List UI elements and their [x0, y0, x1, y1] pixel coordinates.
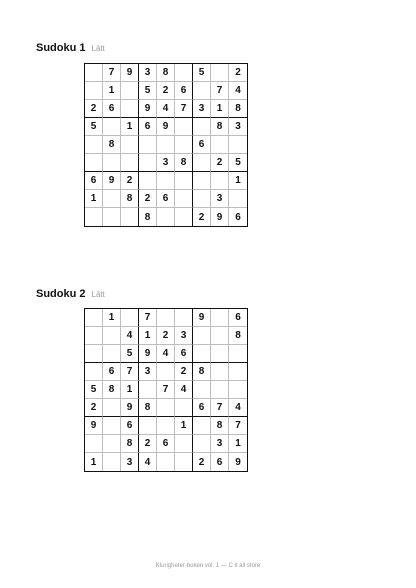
sudoku-cell	[121, 208, 139, 226]
puzzle-title-2	[36, 288, 105, 300]
sudoku-cell: 2	[175, 363, 193, 381]
sudoku-cell: 1	[85, 453, 103, 471]
sudoku-cell: 7	[121, 363, 139, 381]
sudoku-cell	[103, 154, 121, 172]
sudoku-cell: 3	[211, 435, 229, 453]
sudoku-cell	[229, 345, 247, 363]
sudoku-cell	[193, 172, 211, 190]
sudoku-cell: 1	[103, 309, 121, 327]
sudoku-cell	[85, 136, 103, 154]
sudoku-cell: 1	[121, 118, 139, 136]
sudoku-cell: 3	[175, 327, 193, 345]
sudoku-cell	[175, 190, 193, 208]
sudoku-cell	[175, 64, 193, 82]
sudoku-cell	[139, 381, 157, 399]
sudoku-cell: 6	[175, 82, 193, 100]
sudoku-cell: 8	[121, 435, 139, 453]
sudoku-cell	[85, 345, 103, 363]
sudoku-cell: 6	[103, 100, 121, 118]
sudoku-cell	[103, 345, 121, 363]
sudoku-cell	[157, 453, 175, 471]
sudoku-cell: 1	[211, 100, 229, 118]
sudoku-cell: 8	[103, 136, 121, 154]
sudoku-cell	[211, 345, 229, 363]
puzzle-title-1	[36, 42, 105, 54]
sudoku-cell	[211, 309, 229, 327]
sudoku-cell	[175, 309, 193, 327]
sudoku-cell	[193, 190, 211, 208]
sudoku-cell	[175, 399, 193, 417]
sudoku-cell: 7	[211, 399, 229, 417]
sudoku-cell	[85, 435, 103, 453]
sudoku-cell: 9	[211, 208, 229, 226]
sudoku-cell: 1	[139, 327, 157, 345]
sudoku-cell: 9	[235, 456, 241, 468]
sudoku-cell	[103, 399, 121, 417]
sudoku-cell: 2	[85, 100, 103, 118]
sudoku-cell	[175, 435, 193, 453]
sudoku-cell	[139, 172, 157, 190]
sudoku-cell: 7	[103, 64, 121, 82]
sudoku-cell	[157, 399, 175, 417]
sudoku-cell	[85, 309, 103, 327]
sudoku-cell: 9	[121, 399, 139, 417]
sudoku-cell	[193, 381, 211, 399]
sudoku-cell	[103, 453, 121, 471]
sudoku-cell: 6	[193, 399, 211, 417]
sudoku-cell: 2	[157, 327, 175, 345]
sudoku-cell: 6	[211, 453, 229, 471]
sudoku-cell	[85, 82, 103, 100]
sudoku-cell: 6	[103, 363, 121, 381]
sudoku-cell	[211, 136, 229, 154]
sudoku-cell	[139, 417, 157, 435]
sudoku-cell: 6	[193, 136, 211, 154]
sudoku-cell: 7	[139, 309, 157, 327]
sudoku-cell	[103, 327, 121, 345]
sudoku-cell	[229, 190, 247, 208]
sudoku-cell: 6	[157, 190, 175, 208]
sudoku-cell	[103, 118, 121, 136]
sudoku-cell: 6	[121, 417, 139, 435]
sudoku-cell: 2	[139, 435, 157, 453]
sudoku-cell: 1	[229, 172, 247, 190]
sudoku-cell: 2	[193, 208, 211, 226]
sudoku-grid-2	[84, 308, 248, 472]
sudoku-cell: 1	[229, 435, 247, 453]
sudoku-cell: 3	[193, 100, 211, 118]
sudoku-cell: 8	[175, 154, 193, 172]
sudoku-cell	[103, 208, 121, 226]
sudoku-cell	[193, 327, 211, 345]
sudoku-cell	[139, 136, 157, 154]
sudoku-cell	[175, 208, 193, 226]
sudoku-cell: 8	[229, 327, 247, 345]
sudoku-cell: 5	[229, 154, 247, 172]
sudoku-cell: 9	[193, 309, 211, 327]
sudoku-cell: 5	[193, 64, 211, 82]
sudoku-cell: 7	[211, 82, 229, 100]
sudoku-cell: 8	[193, 363, 211, 381]
sudoku-cell: 1	[103, 82, 121, 100]
sudoku-cell: 6	[229, 309, 247, 327]
sudoku-cell	[229, 136, 247, 154]
page-footer: Klurigheter-boken vol. 1 — C it all store	[155, 563, 261, 569]
sudoku-cell: 3	[157, 154, 175, 172]
sudoku-cell: 6	[157, 435, 175, 453]
sudoku-cell	[121, 82, 139, 100]
sudoku-cell: 2	[211, 154, 229, 172]
sudoku-cell	[193, 417, 211, 435]
sudoku-cell: 8	[211, 417, 229, 435]
sudoku-cell	[85, 327, 103, 345]
sudoku-cell: 4	[229, 399, 247, 417]
sudoku-cell: 8	[121, 190, 139, 208]
sudoku-cell	[157, 208, 175, 226]
sudoku-cell	[193, 345, 211, 363]
sudoku-cell: 5	[121, 345, 139, 363]
sudoku-cell: 3	[139, 363, 157, 381]
sudoku-grid-1	[84, 63, 248, 227]
sudoku-cell: 8	[103, 381, 121, 399]
sudoku-cell: 3	[229, 118, 247, 136]
sudoku-cell	[175, 136, 193, 154]
sudoku-cell: 9	[139, 345, 157, 363]
sudoku-cell	[157, 417, 175, 435]
sudoku-cell: 6	[175, 345, 193, 363]
sudoku-cell: 8	[139, 208, 157, 226]
sudoku-cell: 8	[157, 64, 175, 82]
sudoku-cell	[175, 172, 193, 190]
sudoku-cell: 3	[121, 453, 139, 471]
sudoku-cell	[211, 64, 229, 82]
sudoku-cell: 6	[235, 211, 241, 223]
sudoku-cell	[211, 381, 229, 399]
sudoku-cell	[103, 190, 121, 208]
sudoku-cell: 9	[85, 417, 103, 435]
sudoku-cell: 8	[139, 399, 157, 417]
sudoku-cell	[175, 453, 193, 471]
sudoku-cell	[157, 363, 175, 381]
sudoku-cell: 2	[139, 190, 157, 208]
sudoku-cell	[121, 309, 139, 327]
puzzle-title-text: Sudoku 1	[36, 42, 86, 54]
sudoku-cell	[193, 82, 211, 100]
sudoku-cell: 1	[175, 417, 193, 435]
sudoku-cell: 9	[139, 100, 157, 118]
sudoku-cell: 1	[85, 190, 103, 208]
sudoku-cell: 6	[139, 118, 157, 136]
sudoku-cell: 9	[121, 64, 139, 82]
sudoku-cell: 9	[157, 118, 175, 136]
sudoku-cell: 2	[157, 82, 175, 100]
sudoku-cell: 2	[85, 399, 103, 417]
sudoku-cell: 2	[193, 453, 211, 471]
sudoku-cell	[85, 363, 103, 381]
sudoku-cell: 3	[211, 190, 229, 208]
sudoku-cell	[139, 154, 157, 172]
sudoku-cell: 4	[175, 381, 193, 399]
sudoku-cell	[193, 154, 211, 172]
sudoku-cell: 8	[229, 100, 247, 118]
sudoku-cell	[121, 154, 139, 172]
sudoku-cell: 9	[103, 172, 121, 190]
sudoku-cell	[175, 118, 193, 136]
sudoku-cell: 4	[157, 100, 175, 118]
sudoku-cell	[85, 208, 103, 226]
sudoku-cell: 5	[139, 82, 157, 100]
sudoku-cell	[157, 309, 175, 327]
difficulty-label: Lätt	[91, 290, 105, 299]
sudoku-cell	[193, 118, 211, 136]
sudoku-cell	[193, 435, 211, 453]
sudoku-cell	[103, 435, 121, 453]
sudoku-cell	[229, 363, 247, 381]
sudoku-cell	[211, 172, 229, 190]
sudoku-cell	[121, 136, 139, 154]
sudoku-cell: 7	[175, 100, 193, 118]
sudoku-cell: 7	[157, 381, 175, 399]
sudoku-cell: 3	[139, 64, 157, 82]
sudoku-cell: 4	[157, 345, 175, 363]
sudoku-cell	[85, 154, 103, 172]
difficulty-label: Lätt	[91, 44, 105, 53]
sudoku-cell: 4	[139, 453, 157, 471]
sudoku-cell: 5	[85, 381, 103, 399]
sudoku-cell: 8	[211, 118, 229, 136]
sudoku-cell	[85, 64, 103, 82]
sudoku-cell: 2	[229, 64, 247, 82]
sudoku-cell: 6	[85, 172, 103, 190]
puzzle-title-text: Sudoku 2	[36, 288, 86, 300]
sudoku-cell	[103, 417, 121, 435]
sudoku-cell	[157, 136, 175, 154]
sudoku-cell: 2	[121, 172, 139, 190]
sudoku-cell: 7	[229, 417, 247, 435]
sudoku-cell: 4	[121, 327, 139, 345]
sudoku-cell	[121, 100, 139, 118]
sudoku-cell	[211, 327, 229, 345]
sudoku-cell: 1	[121, 381, 139, 399]
sudoku-cell	[229, 381, 247, 399]
sudoku-cell	[157, 172, 175, 190]
sudoku-cell	[211, 363, 229, 381]
sudoku-cell: 5	[85, 118, 103, 136]
sudoku-cell: 4	[229, 82, 247, 100]
